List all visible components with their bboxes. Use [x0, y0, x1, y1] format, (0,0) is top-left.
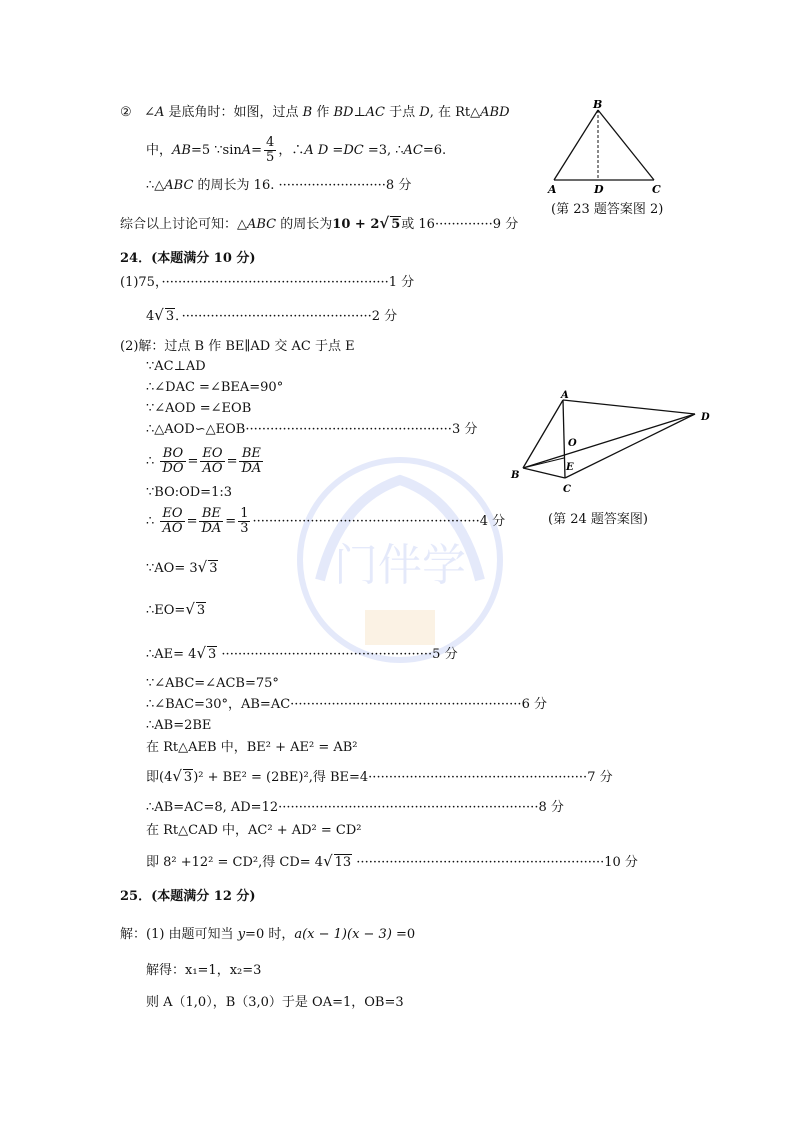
text: ·······················································4 分	[252, 514, 506, 529]
text: 10 + 2	[332, 217, 380, 232]
sec25-heading: 25．(本题满分 12 分)	[120, 889, 256, 904]
angle-sign: ∠	[144, 105, 155, 120]
text: 或 16··············9 分	[401, 217, 519, 232]
radical-sign: √	[323, 852, 333, 870]
label-D: D	[701, 412, 710, 423]
radical-sign: √	[172, 767, 182, 785]
step: 在 Rt△CAD 中，AC² + AD² = CD²	[146, 823, 362, 838]
text: AB	[172, 143, 191, 158]
label-O: O	[568, 438, 577, 449]
text: 即 8² +12² = CD²,得 CD= 4	[146, 855, 324, 870]
numerator: BE	[239, 447, 263, 462]
text: =	[251, 143, 263, 158]
text: 的周长为	[276, 217, 333, 232]
radicand: 5	[391, 217, 401, 232]
text: ∴AE= 4	[146, 647, 197, 662]
fraction	[160, 447, 185, 476]
denominator: 5	[266, 150, 275, 165]
sec23-line2	[146, 134, 446, 168]
text: =5 ∵sin	[190, 143, 242, 158]
therefore: ∴	[146, 514, 155, 529]
label-A: A	[561, 390, 569, 401]
text: DC	[343, 143, 364, 158]
fraction	[200, 447, 224, 476]
denominator: DO	[162, 461, 184, 476]
text: =3, ∴	[363, 143, 404, 158]
numerator: EO	[162, 506, 183, 521]
text: 即(4	[146, 770, 173, 785]
text: ABC	[247, 217, 277, 232]
radical-sign: √	[196, 644, 207, 662]
step	[146, 644, 458, 664]
fraction	[238, 507, 250, 536]
text: ABC	[164, 178, 194, 193]
step	[146, 767, 613, 787]
sec24-part1-line2	[146, 306, 397, 326]
step: ∴AB=2BE	[146, 718, 212, 733]
sec24-heading: 24．(本题满分 10 分)	[120, 251, 256, 266]
step: ∴∠BAC=30°，AB=AC························································6 分	[146, 697, 547, 712]
radicand: 3	[209, 561, 218, 576]
text: BD	[333, 105, 354, 120]
radicand: 13	[334, 855, 352, 870]
denominator: 3	[240, 521, 249, 536]
text: AC	[365, 105, 386, 120]
radicand: 3	[165, 309, 175, 324]
step	[146, 852, 638, 872]
denominator: DA	[241, 461, 262, 476]
text: AC	[403, 143, 423, 158]
text: 是底角时：如图，过点	[164, 105, 303, 120]
sec23-conclusion	[120, 214, 518, 234]
step: 在 Rt△AEB 中，BE² + AE² = AB²	[146, 740, 358, 755]
sec25-line3: 则 A（1,0），B（3,0）于是 OA=1，OB=3	[146, 995, 404, 1010]
sec25-line2: 解得：x₁=1，x₂=3	[146, 963, 262, 978]
label-C: C	[563, 484, 571, 495]
numerator: BE	[199, 507, 223, 522]
text: 的周长为 16. ··························8 分	[193, 178, 412, 193]
sec23-line1	[120, 104, 510, 122]
figure-23-caption: (第 23 题答案图 2)	[551, 202, 664, 217]
text: ，∴	[278, 143, 305, 158]
text: ∴△	[146, 178, 165, 193]
text: , 在 Rt△	[429, 105, 481, 120]
text: a(x − 1)(x − 3)	[294, 927, 392, 942]
text: 综合以上讨论可知：△	[120, 217, 247, 232]
text: y	[237, 927, 246, 942]
step	[146, 600, 206, 620]
text: A D	[304, 143, 329, 158]
label-C: C	[652, 183, 661, 196]
text: A	[154, 105, 165, 120]
radical-sign: √	[185, 600, 195, 618]
step-ratio: ∴ $\frac{BO}{DO}$ = $\frac{EO}{AO}$ = $\frac{BE}{DA}$	[146, 446, 262, 476]
step: ∴∠DAC =∠BEA=90°	[146, 380, 284, 395]
fraction	[239, 447, 263, 476]
numerator: BO	[160, 447, 185, 462]
coefficient: 4	[146, 309, 155, 324]
text: 解：(1) 由题可知当	[120, 927, 238, 942]
radical-sign: √	[379, 214, 390, 232]
sec25-line1	[120, 926, 415, 944]
text: D	[419, 105, 430, 120]
step: ∵BO:OD=1:3	[146, 485, 232, 500]
therefore: ∴	[146, 454, 155, 469]
text: ∴EO=	[146, 603, 186, 618]
text: ⊥	[353, 105, 366, 120]
denominator: AO	[162, 521, 183, 536]
text: ．··············································2 分	[175, 309, 398, 324]
fraction-4-5	[264, 136, 276, 165]
step: ∴AB=AC=8, AD=12·······························································8 分	[146, 800, 564, 815]
text: B	[302, 105, 313, 120]
numerator: 1	[240, 506, 249, 521]
text: A	[241, 143, 252, 158]
label-D: D	[594, 183, 604, 196]
text: =0 时，	[245, 927, 295, 942]
step: ∴△AOD∽△EOB··················································3 分	[146, 422, 478, 437]
text: =6.	[422, 143, 447, 158]
text: ∵AO= 3	[146, 561, 198, 576]
fraction	[160, 507, 184, 536]
fraction	[199, 507, 223, 536]
figure-24-quadrilateral	[505, 388, 720, 498]
text: )² + BE² = (2BE)²,得 BE=4·····················································7 分	[193, 770, 613, 785]
label-B: B	[511, 470, 520, 481]
text: ···················································5 分	[217, 647, 458, 662]
watermark-text: 门伴学	[334, 540, 466, 591]
step-ratio-2: ∴ $\frac{EO}{AO}$ = $\frac{BE}{DA}$ = $\frac{1}{3}$ ·······················································4 分	[146, 506, 506, 536]
denominator: DA	[201, 521, 222, 536]
circle-number: ②	[120, 105, 132, 120]
label-A: A	[548, 183, 557, 196]
radical-sign: √	[154, 306, 164, 324]
step: ∵∠AOD =∠EOB	[146, 401, 252, 416]
text: 于点	[385, 105, 420, 120]
sec24-part1-answer: (1)75，·······················································1 分	[120, 275, 415, 290]
numerator: EO	[202, 446, 223, 461]
radicand: 3	[183, 770, 193, 785]
denominator: AO	[202, 461, 223, 476]
sec24-part2-intro: (2)解：过点 B 作 BE∥AD 交 AC 于点 E	[120, 339, 355, 354]
radicand: 3	[196, 603, 206, 618]
text: ····························································10 分	[352, 855, 638, 870]
radical-sign: √	[197, 558, 208, 576]
numerator: 4	[266, 135, 275, 150]
label-E: E	[566, 462, 574, 473]
figure-23-triangle	[540, 98, 670, 198]
text: 作	[312, 105, 334, 120]
sec23-line3	[146, 177, 411, 195]
text: 中，	[146, 143, 173, 158]
step	[146, 558, 218, 578]
step: ∵AC⊥AD	[146, 359, 206, 374]
step: ∵∠ABC=∠ACB=75°	[146, 676, 279, 691]
label-B: B	[593, 98, 603, 111]
radicand: 3	[208, 647, 217, 662]
text: =0	[391, 927, 416, 942]
text: =	[328, 143, 344, 158]
figure-24-caption: (第 24 题答案图)	[548, 512, 648, 527]
text: ABD	[480, 105, 510, 120]
